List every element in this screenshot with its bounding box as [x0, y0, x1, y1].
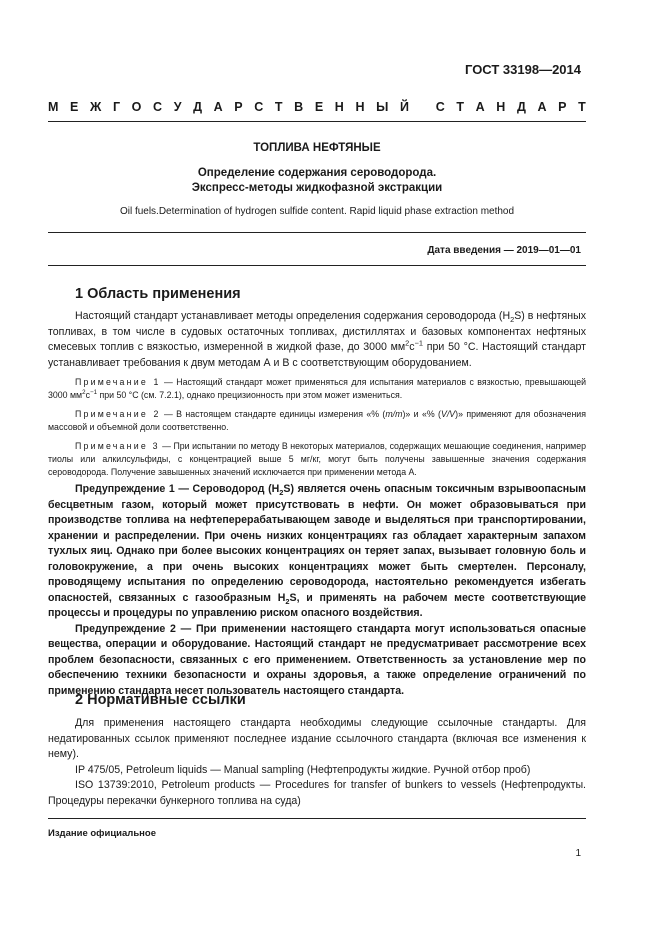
document-title: ТОПЛИВА НЕФТЯНЫЕ: [253, 142, 381, 154]
subtitle-line-2: Экспресс-методы жидкофазной экстракции: [191, 182, 443, 194]
banner-letter: Т: [274, 100, 283, 114]
interstate-standard-banner: [48, 100, 586, 114]
header-rule: [48, 121, 586, 122]
warning-2: Предупреждение 2 — При применении настоящего стандарта могут использоваться опасные вещества, операции и оборудование. Настоящий стандарт не предусматривает рассмотрение всех проблем безопасности, связанных с его применением. Ответственность за установление мер по обеспечению техники безопасности и охраны здоровья, а также определение ограничений по применению стандарта несет пользователь настоящего стандарта.: [48, 622, 586, 697]
official-edition-label: Издание официальное: [48, 828, 156, 839]
reference-iso-13739: ISO 13739:2010, Petroleum products — Procedures for transfer of bunkers to vessels (Нефтепродукты. Процедуры перекачки бункерного топлива на суда): [48, 779, 586, 807]
section-2-heading: 2 Нормативные ссылки: [75, 692, 246, 708]
page-number: 1: [575, 848, 581, 859]
note-3: Примечание 3 — При испытании по методу В некоторых материалов, содержащих мешающие соединения, например тиолы или алкилсульфиды, с концентрацией выше 5 мг/кг, могут быть получены завышенные значения содержания сероводорода. Получение завышенных значений исключается при применении метода А.: [48, 441, 587, 477]
reference-ip-475: IP 475/05, Petroleum liquids — Manual sampling (Нефтепродукты жидкие. Ручной отбор проб): [75, 763, 531, 776]
banner-letter: В: [294, 100, 304, 114]
banner-letter: Р: [558, 100, 567, 114]
note-1: Примечание 1 — Настоящий стандарт может применяться для испытания материалов с вязкостью, превышающей 3000 $мм^2с^{-1}$ при 50 °C (см. 7.2.1), однако прецизионность при этом может измениться.: [48, 377, 587, 400]
banner-letter: Ж: [90, 100, 102, 114]
banner-letter: Г: [112, 100, 121, 114]
banner-letter: Т: [456, 100, 464, 114]
banner-letter: Т: [578, 100, 586, 114]
introduction-date: Дата введения — 2019—01—01: [427, 245, 581, 256]
banner-letter: С: [254, 100, 264, 114]
banner-letter: С: [435, 100, 445, 114]
banner-letter: Й: [399, 100, 409, 114]
document-subtitle: [48, 166, 586, 196]
title-rule: [48, 232, 586, 233]
section-1-heading: 1 Область применения: [75, 286, 241, 302]
banner-letter: А: [213, 100, 223, 114]
banner-letter: Р: [234, 100, 243, 114]
english-title: Oil fuels.Determination of hydrogen sulfide content. Rapid liquid phase extraction method: [119, 206, 515, 217]
date-rule: [48, 265, 586, 266]
banner-letter: С: [153, 100, 163, 114]
banner-letter: Е: [314, 100, 324, 114]
banner-letter: Ы: [376, 100, 389, 114]
scope-notes: [48, 376, 586, 485]
subtitle-line-1: Определение содержания сероводорода.: [197, 167, 437, 179]
note-2: Примечание 2 — В настоящем стандарте единицы измерения «% (m/m)» и «% (V/V)» применяют для обозначения массовой и объемной доли соответственно.: [48, 409, 586, 432]
banner-letter: Д: [193, 100, 202, 114]
banner-letter: Н: [496, 100, 506, 114]
references-intro: Для применения настоящего стандарта необходимы следующие ссылочные стандарты. Для недатированных ссылок применяют последнее издание ссылочного стандарта (включая все изменения к нему).: [48, 717, 586, 760]
banner-letter: О: [131, 100, 142, 114]
normative-references: [48, 716, 586, 809]
standard-number: ГОСТ 33198—2014: [465, 62, 581, 77]
footer-rule: [48, 818, 586, 819]
banner-letter: Н: [355, 100, 365, 114]
banner-letter: Е: [70, 100, 79, 114]
scope-paragraph: Настоящий стандарт устанавливает методы определения содержания сероводорода $(H_2S)$ в нефтяных топливах, в том числе в судовых остаточных топливах, дистиллятах и базовых компонентах нефтяных смесевых топлив с вязкостью, измеренной в жидкой фазе, до 3000 $мм^2с^{-1}$ при 50 °C. Настоящий стандарт устанавливает требования к двум методам А и В с соответствующим оборудованием.: [48, 310, 587, 369]
warning-1: Предупреждение 1 — Сероводород $(H_2S)$ является очень опасным токсичным взрывоопасным бесцветным газом, который может присутствовать в нефти. Он может образовываться при производстве топлива на нефтеперерабатывающем заводе и выделяться при транспортировании, хранении и распределении. При очень низких концентрациях газ обладает характерным запахом тухлых яиц. Однако при более высоких концентрациях он теряет запах, вызывает головную боль и головокружение, а при очень высоких концентрациях может быть смертелен. Персоналу, проводящему испытания по определению сероводорода, настоятельно рекомендуется избегать опасностей, связанных с газообразным $H_2S$, и применять на рабочем месте соответствующие процессы и процедуры по управлению риском опасного воздействия.: [48, 483, 586, 619]
banner-letter: М: [48, 100, 59, 114]
warnings: [48, 482, 586, 699]
banner-letter: А: [475, 100, 485, 114]
banner-letter: У: [173, 100, 182, 114]
banner-letter: А: [537, 100, 547, 114]
banner-letter: Д: [516, 100, 526, 114]
banner-letter: [421, 100, 424, 114]
banner-letter: Н: [334, 100, 344, 114]
